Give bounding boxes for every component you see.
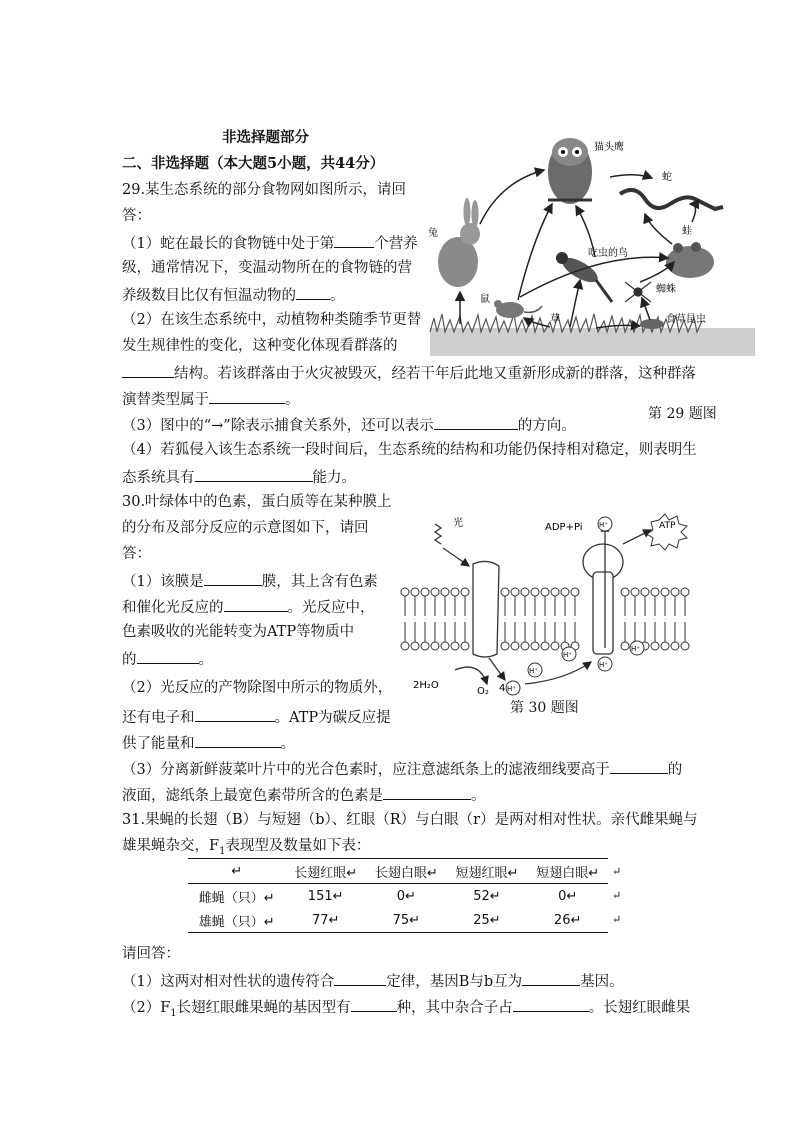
- q31-part1: [122, 970, 624, 992]
- label-spider: 蜘蛛: [656, 284, 676, 295]
- q31-intro-line1: 31.果蝇的长翅（B）与短翅（b）、红眼（R）与白眼（r）是两对相对性状。亲代雌果蝇与: [122, 812, 698, 828]
- table-cell: 长翅红眼↵: [285, 859, 366, 884]
- text: 养级数目比仅有恒温动物的: [122, 288, 296, 304]
- text: 还有电子和: [122, 710, 195, 726]
- spider-icon: [625, 282, 651, 302]
- label-atp: ATP: [659, 521, 676, 531]
- text: 和催化光反应的: [122, 600, 224, 616]
- text: 膜，其上含有色素: [261, 574, 378, 590]
- text: 表现型及数量如下表：: [225, 838, 371, 854]
- subscript: 1: [170, 1007, 177, 1019]
- label-h: H⁺: [563, 651, 572, 659]
- label-h: H⁺: [599, 521, 608, 529]
- text: 。: [285, 392, 300, 408]
- answer-blank[interactable]: [137, 648, 199, 664]
- q31-ask: 请回答：: [122, 946, 180, 962]
- rabbit-icon: [438, 198, 480, 287]
- atp-synthase: [583, 544, 623, 654]
- text: 态系统具有: [122, 470, 195, 486]
- label-frog: 蛙: [682, 226, 692, 237]
- frog-icon: [666, 242, 714, 278]
- q30-figure-caption: 第 30 题图: [510, 700, 579, 716]
- q30-part1-line4: [122, 648, 213, 670]
- answer-blank[interactable]: [195, 706, 275, 722]
- text: （3）分离新鲜菠菜叶片中的光合色素时，应注意滤纸条上的滤液细线要高于: [122, 762, 610, 778]
- text: 结构。若该群落由于火灾被毁灭，经若干年后此地又重新形成新的群落，这种群落: [174, 366, 696, 382]
- atp-burst-icon: [647, 514, 687, 550]
- q29-figure-caption: 第 29 题图: [648, 406, 717, 422]
- text: 长翅红眼雌果蝇的基因型有: [176, 1000, 351, 1016]
- label-h: H⁺: [599, 661, 608, 669]
- answer-blank[interactable]: [351, 996, 397, 1012]
- label-mouse: 鼠: [480, 294, 490, 305]
- table-row: [188, 859, 608, 884]
- snake-icon: [620, 190, 723, 209]
- answer-blank[interactable]: [513, 996, 589, 1012]
- q30-part3-line2: [122, 784, 486, 806]
- answer-blank[interactable]: [334, 232, 374, 248]
- q29-part1-line3: [122, 284, 345, 306]
- owl-icon: [548, 138, 592, 204]
- text: 。: [198, 652, 213, 668]
- row-mark: ↵: [612, 913, 622, 926]
- table-cell: 75↵: [366, 908, 447, 933]
- table-cell: 短翅白眼↵: [527, 859, 608, 884]
- label-o2: O₂: [477, 686, 489, 697]
- table-cell: 长翅白眼↵: [366, 859, 447, 884]
- lipid-bilayer: [401, 588, 689, 650]
- q30-part2-line1: （2）光反应的产物除图中所示的物质外，: [122, 680, 393, 696]
- q29-intro-line2: 答：: [122, 208, 151, 224]
- photosystem-protein: [473, 561, 499, 657]
- q30-part2-line3: [122, 732, 295, 754]
- label-rabbit: 兔: [428, 228, 438, 239]
- q30-intro-line2: 的分布及部分反应的示意图如下，请回: [122, 520, 369, 536]
- label-bird: 吃虫的鸟: [588, 248, 628, 259]
- q29-part2-line2: 发生规律性的变化，这种变化体现看群落的: [122, 338, 398, 354]
- label-owl: 猫头鹰: [594, 142, 624, 153]
- text: 。: [471, 788, 486, 804]
- answer-blank[interactable]: [224, 596, 288, 612]
- table-cell: 0↵: [396, 888, 416, 904]
- label-h: H⁺: [529, 667, 538, 675]
- text: 。ATP为碳反应提: [274, 710, 391, 726]
- q29-part2-line4: [122, 388, 300, 410]
- insect-icon: [640, 319, 664, 329]
- answer-blank[interactable]: [195, 466, 313, 482]
- label-light: 光: [453, 518, 463, 529]
- q30-intro-line1: 30.叶绿体中的色素，蛋白质等在某种膜上: [122, 494, 392, 510]
- text: 定律，基因B与b互为: [386, 974, 523, 990]
- label-adp: ADP+Pi: [545, 522, 583, 533]
- table-row: [188, 884, 608, 909]
- label-snake: 蛇: [662, 172, 672, 183]
- membrane-figure: [395, 508, 695, 704]
- q29-intro-line1: 29.某生态系统的部分食物网如图所示，请回: [122, 182, 407, 198]
- q29-part2-line3: [122, 362, 696, 384]
- text: 。光反应中，: [287, 600, 375, 616]
- q29-part1-line2: 级，通常情况下，变温动物所在的食物链的营: [122, 260, 412, 276]
- q29-part2-line1: （2）在该生态系统中，动植物种类随季节更替: [122, 312, 422, 328]
- q30-part2-line2: [122, 706, 391, 728]
- text: 供了能量和: [122, 736, 195, 752]
- text: （1）该膜是: [122, 574, 204, 590]
- table-cell: 77↵: [285, 908, 366, 933]
- grass-ground: [430, 314, 755, 356]
- answer-blank[interactable]: [522, 970, 580, 986]
- answer-blank[interactable]: [334, 970, 386, 986]
- text: （1）这两对相对性状的遗传符合: [122, 974, 335, 990]
- section-heading: 二、非选择题（本大题5小题，共44分）: [122, 155, 385, 172]
- answer-blank[interactable]: [195, 732, 281, 748]
- label-insect: 食草昆虫: [666, 314, 706, 325]
- label-grass: 草: [550, 314, 560, 325]
- subscript: 1: [219, 845, 226, 857]
- text: 演替类型属于: [122, 392, 209, 408]
- text: 雄果蝇杂交，F: [122, 838, 220, 854]
- q29-part1-line1: [122, 232, 418, 254]
- row-mark: ↵: [612, 865, 622, 878]
- table-cell: 0↵: [558, 888, 578, 904]
- text: 能力。: [312, 470, 356, 486]
- q29-part4-line1: （4）若狐侵入该生态系统一段时间后，生态系统的结构和功能仍保持相对稳定，则表明生: [122, 442, 697, 458]
- table-cell: 雄蝇（只）↵: [188, 908, 285, 933]
- label-water: 2H₂O: [413, 680, 439, 691]
- q30-part3-line1: [122, 758, 682, 780]
- answer-blank[interactable]: [383, 784, 471, 800]
- section-title: 非选择题部分: [222, 129, 309, 146]
- answer-blank[interactable]: [209, 388, 285, 404]
- q29-part3: [122, 414, 576, 436]
- table-cell: 52↵: [473, 888, 501, 904]
- table-row: [188, 908, 608, 933]
- q30-part1-line3: 色素吸收的光能转变为ATP等物质中: [122, 624, 355, 640]
- food-web-figure: [420, 132, 760, 358]
- q31-part2: [122, 996, 690, 1024]
- q30-intro-line3: 答：: [122, 546, 151, 562]
- table-cell: 雌蝇（只）↵: [198, 890, 275, 906]
- results-table: [188, 858, 608, 933]
- text: 的: [667, 762, 683, 778]
- text: 液面，滤纸条上最宽色素带所含的色素是: [122, 788, 383, 804]
- text: 个营养: [374, 236, 418, 252]
- light-wave: [435, 524, 441, 544]
- text: 种，其中杂合子占: [396, 1000, 513, 1016]
- label-h: H⁺: [507, 685, 516, 693]
- q29-part4-line2: [122, 466, 356, 488]
- q30-part1-line2: [122, 596, 375, 618]
- table-cell: 25↵: [447, 908, 528, 933]
- mouse-icon: [494, 300, 542, 318]
- answer-blank[interactable]: [204, 570, 262, 586]
- answer-blank[interactable]: [122, 362, 174, 378]
- text: （3）图中的“→”除表示捕食关系外，还可以表示: [122, 418, 434, 434]
- text: 基因。: [580, 974, 624, 990]
- table-cell: 151↵: [307, 888, 344, 904]
- answer-blank[interactable]: [296, 284, 330, 300]
- text: 。: [330, 288, 345, 304]
- row-mark: ↵: [612, 889, 622, 902]
- table-cell: ↵: [188, 859, 285, 884]
- text: 的方向。: [517, 418, 576, 434]
- answer-blank[interactable]: [434, 414, 518, 430]
- text: （2）F: [122, 1000, 171, 1016]
- text: 。: [280, 736, 295, 752]
- table-cell: 26↵: [527, 908, 608, 933]
- label-four: 4: [499, 683, 506, 694]
- answer-blank[interactable]: [610, 758, 668, 774]
- bird-icon: [556, 252, 612, 302]
- table-cell: 短翅红眼↵: [447, 859, 528, 884]
- text: （1）蛇在最长的食物链中处于第: [122, 236, 335, 252]
- q30-part1-line1: [122, 570, 378, 592]
- text: 。长翅红眼雌果: [588, 1000, 691, 1016]
- label-h: H⁺: [631, 645, 640, 653]
- text: 的: [122, 652, 137, 668]
